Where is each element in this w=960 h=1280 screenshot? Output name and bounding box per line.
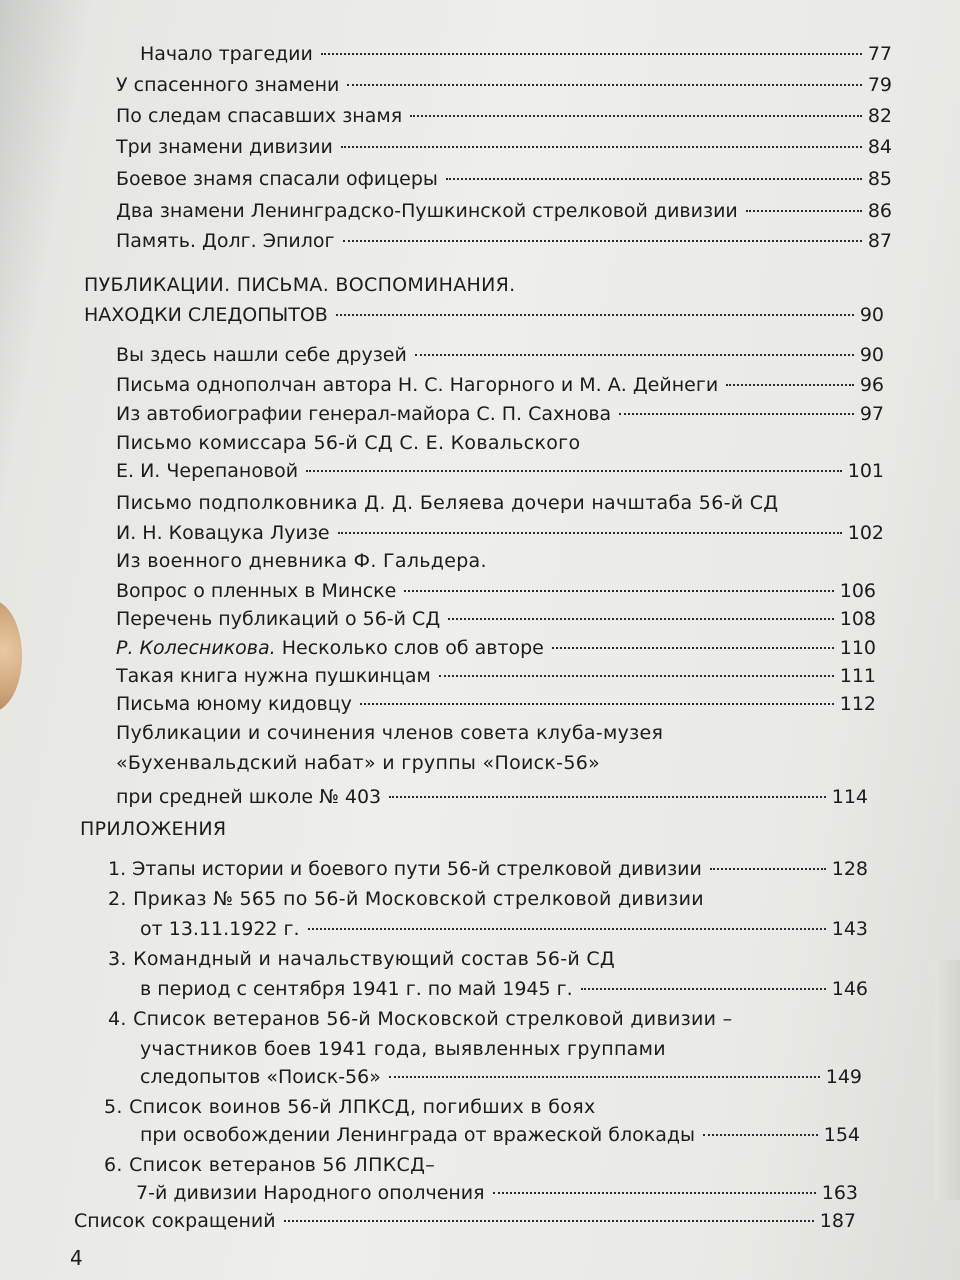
- toc-entry-title: 4. Список ветеранов 56-й Московской стрелковой дивизии –: [108, 1008, 733, 1030]
- toc-entry-page: 146: [831, 978, 868, 1000]
- toc-entry-title: Из военного дневника Ф. Гальдера.: [116, 550, 487, 572]
- toc-entry: [108, 854, 868, 884]
- toc-entry-page: 84: [867, 136, 892, 158]
- toc-entry: [136, 1178, 858, 1208]
- toc-entry-page: 163: [821, 1182, 858, 1204]
- toc-entry-title: Начало трагедии: [140, 43, 313, 65]
- dot-leader: [552, 647, 834, 649]
- dot-leader: [389, 796, 826, 798]
- dot-leader: [338, 532, 842, 534]
- dot-leader: [439, 675, 834, 677]
- toc-entry-title: Три знамени дивизии: [116, 136, 333, 158]
- dot-leader: [446, 178, 862, 180]
- dot-leader: [308, 928, 826, 930]
- dot-leader: [404, 590, 833, 592]
- toc-entry-title: Память. Долг. Эпилог: [116, 230, 335, 252]
- toc-entry-page: 149: [825, 1066, 862, 1088]
- dot-leader: [336, 314, 854, 316]
- toc-entry-page: 111: [839, 665, 876, 687]
- dot-leader: [581, 988, 826, 990]
- toc-entry-title: Боевое знамя спасали офицеры: [116, 168, 438, 190]
- toc-entry-title: 5. Список воинов 56-й ЛПКСД, погибших в боях: [104, 1096, 596, 1118]
- toc-entry: [116, 782, 868, 812]
- toc-entry: [116, 456, 884, 486]
- dot-leader: [284, 1220, 814, 1222]
- dot-leader: [710, 868, 826, 870]
- section-heading-line: [84, 300, 884, 330]
- toc-entry: [140, 39, 892, 69]
- toc-entry-title: Е. И. Черепановой: [116, 460, 299, 482]
- toc-entry-title: Вы здесь нашли себе друзей: [116, 344, 407, 366]
- toc-entry-title: Такая книга нужна пушкинцам: [116, 665, 431, 687]
- toc-entry-page: 106: [839, 580, 876, 602]
- toc-entry: [116, 399, 884, 429]
- toc-entry: [116, 604, 876, 634]
- toc-entry: [116, 518, 884, 548]
- dot-leader: [347, 84, 861, 86]
- toc-entry-page: 108: [839, 608, 876, 630]
- toc-entry-title: от 13.11.1922 г.: [140, 918, 300, 940]
- toc-entry-title: участников боев 1941 года, выявленных группами: [140, 1038, 666, 1060]
- toc-entry-title: 1. Этапы истории и боевого пути 56-й стрелковой дивизии: [108, 858, 702, 880]
- toc-entry-title: Перечень публикаций о 56-й СД: [116, 608, 441, 630]
- toc-entry: [140, 1062, 862, 1092]
- toc-entry-author: Р. Колесникова.: [116, 637, 276, 659]
- toc-entry-title-text: Несколько слов об авторе: [281, 637, 544, 659]
- dot-leader: [726, 384, 854, 386]
- toc-entry: [140, 1120, 860, 1150]
- toc-entry-title: Публикации и сочинения членов совета клуба-музея: [116, 722, 664, 744]
- toc-entry-title: [116, 633, 544, 663]
- toc-entry: [116, 132, 892, 162]
- toc-entry-title: По следам спасавших знамя: [116, 105, 403, 127]
- toc-entry-page: 110: [839, 637, 876, 659]
- toc-entry-title: 3. Командный и начальствующий состав 56-й СД: [108, 948, 616, 970]
- toc-entry-title: Письма юному кидовцу: [116, 693, 352, 715]
- toc-entry-title: Из автобиографии генерал-майора С. П. Сахнова: [116, 403, 612, 425]
- toc-entry-page: 85: [867, 168, 892, 190]
- toc-entry-page: 102: [847, 522, 884, 544]
- toc-entry: [116, 370, 884, 400]
- toc-entry: [140, 974, 868, 1004]
- toc-entry: [116, 101, 892, 131]
- dot-leader: [341, 146, 862, 148]
- toc-entry-page: 79: [867, 74, 892, 96]
- toc-entry-title: Письмо комиссара 56-й СД С. Е. Ковальского: [116, 432, 581, 454]
- section-heading: ПРИЛОЖЕНИЯ: [80, 818, 227, 840]
- toc-entry-page: 77: [867, 43, 892, 65]
- toc-entry-page: 90: [859, 344, 884, 366]
- section-heading: НАХОДКИ СЛЕДОПЫТОВ: [84, 304, 328, 326]
- toc-entry-page: 90: [859, 304, 884, 326]
- toc-entry-page: 114: [831, 786, 868, 808]
- toc-entry: [116, 576, 876, 606]
- toc-entry: [116, 661, 876, 691]
- toc-entry: [140, 914, 868, 944]
- toc-entry-page: 187: [819, 1210, 856, 1232]
- toc-entry-title: Письмо подполковника Д. Д. Беляева дочери начштаба 56-й СД: [116, 492, 779, 514]
- toc-entry-title: при средней школе № 403: [116, 786, 382, 808]
- toc-entry-page: 86: [867, 200, 892, 222]
- toc-entry-page: 82: [867, 105, 892, 127]
- toc-entry-page: 154: [823, 1124, 860, 1146]
- toc-entry-title: 7-й дивизии Народного ополчения: [136, 1182, 485, 1204]
- dot-leader: [415, 354, 854, 356]
- toc-entry: [116, 70, 892, 100]
- dot-leader: [343, 240, 862, 242]
- toc-entry-title: «Бухенвальдский набат» и группы «Поиск-56»: [116, 752, 601, 774]
- toc-entry-title: 2. Приказ № 565 по 56-й Московской стрелковой дивизии: [108, 888, 704, 910]
- toc-entry-page: 96: [859, 374, 884, 396]
- toc-entry: [116, 164, 892, 194]
- toc-entry: [116, 196, 892, 226]
- toc-entry-page: 101: [847, 460, 884, 482]
- toc-entry-title: следопытов «Поиск-56»: [140, 1066, 381, 1088]
- toc-entry-title: в период с сентября 1941 г. по май 1945 г.: [140, 978, 573, 1000]
- dot-leader: [619, 413, 854, 415]
- section-heading: ПУБЛИКАЦИИ. ПИСЬМА. ВОСПОМИНАНИЯ.: [84, 274, 516, 296]
- toc-entry: [116, 633, 876, 663]
- toc-entry-page: 143: [831, 918, 868, 940]
- toc-entry: [116, 226, 892, 256]
- toc-entry-page: 97: [859, 403, 884, 425]
- dot-leader: [703, 1134, 818, 1136]
- dot-leader: [493, 1192, 816, 1194]
- toc-entry: [74, 1206, 856, 1236]
- dot-leader: [410, 115, 862, 117]
- dot-leader: [321, 53, 862, 55]
- toc-entry-title: И. Н. Ковацука Луизе: [116, 522, 330, 544]
- dot-leader: [306, 470, 842, 472]
- page-number: 4: [70, 1246, 83, 1270]
- dot-leader: [746, 210, 862, 212]
- dot-leader: [360, 703, 834, 705]
- dot-leader: [448, 618, 834, 620]
- toc-entry: [116, 689, 876, 719]
- toc-entry-page: 87: [867, 230, 892, 252]
- toc-entry-title: 6. Список ветеранов 56 ЛПКСД–: [104, 1154, 436, 1176]
- toc-entry-page: 112: [839, 693, 876, 715]
- toc-entry-page: 128: [831, 858, 868, 880]
- toc-entry-title: при освобождении Ленинграда от вражеской блокады: [140, 1124, 695, 1146]
- toc-entry: [116, 340, 884, 370]
- toc-entry-title: Письма однополчан автора Н. С. Нагорного и М. А. Дейнеги: [116, 374, 719, 396]
- toc-entry-title: Список сокращений: [74, 1210, 276, 1232]
- toc-entry-title: Два знамени Ленинградско-Пушкинской стрелковой дивизии: [116, 200, 738, 222]
- dot-leader: [389, 1076, 820, 1078]
- toc-entry-title: У спасенного знамени: [116, 74, 340, 96]
- toc-entry-title: Вопрос о пленных в Минске: [116, 580, 397, 602]
